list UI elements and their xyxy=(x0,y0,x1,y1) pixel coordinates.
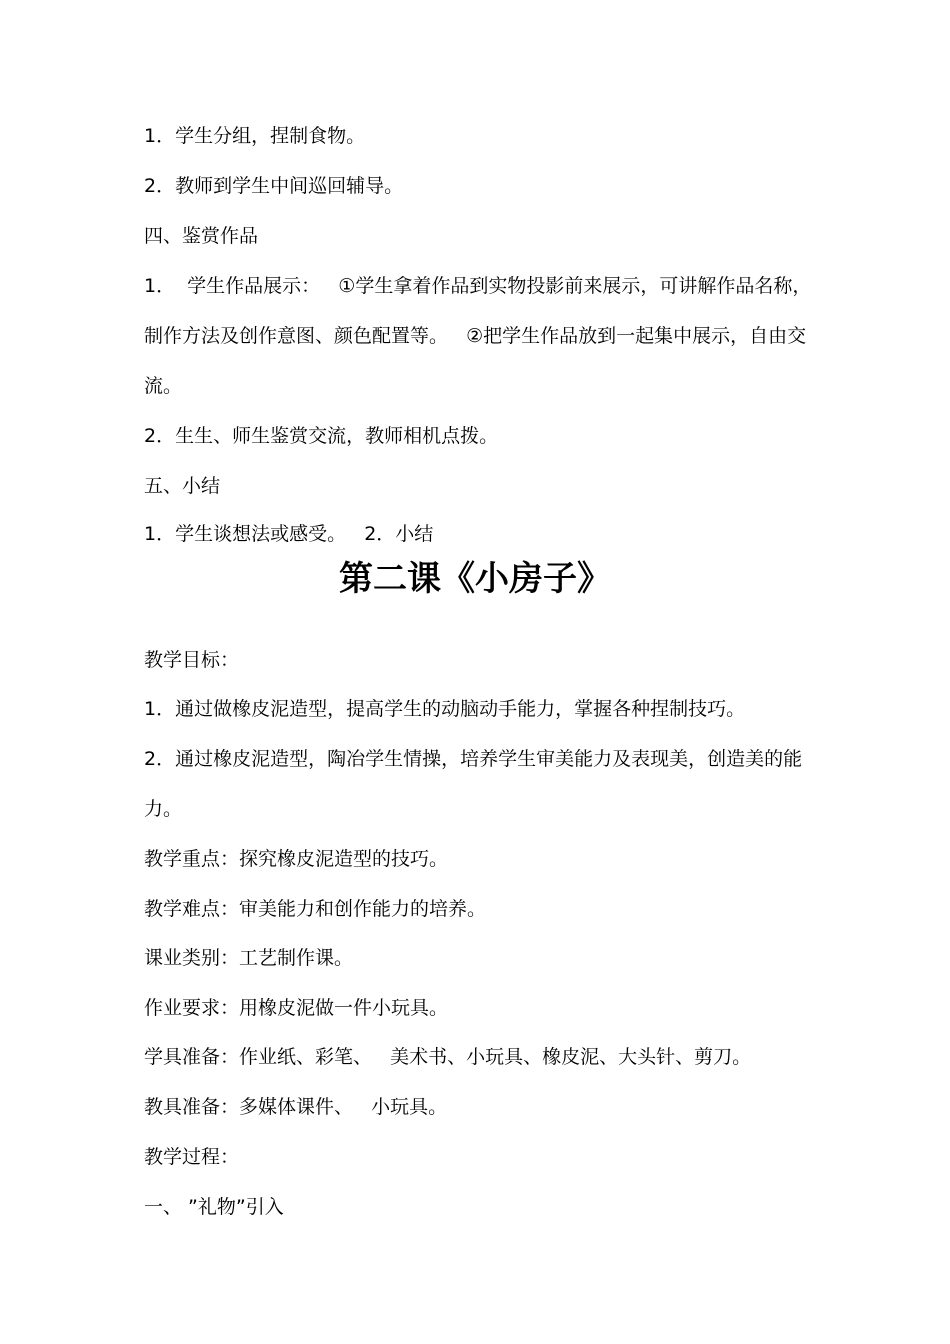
text-line: 教具准备：多媒体课件、 小玩具。 xyxy=(144,1096,448,1118)
lesson-title: 第二课《小房子》 xyxy=(339,559,611,599)
text-line: 教学重点：探究橡皮泥造型的技巧。 xyxy=(144,848,449,870)
text-line: 1．学生谈想法或感受。 2．小结 xyxy=(144,523,434,545)
text-line: 学具准备：作业纸、彩笔、 美术书、小玩具、橡皮泥、大头针、剪刀。 xyxy=(144,1046,752,1068)
text-line: 课业类别：工艺制作课。 xyxy=(144,947,354,969)
text-line: 2．通过橡皮泥造型，陶冶学生情操，培养学生审美能力及表现美，创造美的能 xyxy=(144,748,803,770)
text-line: 制作方法及创作意图、颜色配置等。 ②把学生作品放到一起集中展示，自由交 xyxy=(144,325,807,347)
section-heading: 五、小结 xyxy=(144,475,221,497)
text-line: 1．通过做橡皮泥造型，提高学生的动脑动手能力，掌握各种捏制技巧。 xyxy=(144,698,746,720)
text-line: 教学过程： xyxy=(144,1146,240,1168)
text-line: 力。 xyxy=(144,798,183,820)
text-line: 作业要求：用橡皮泥做一件小玩具。 xyxy=(144,997,449,1019)
section-heading: 一、 ”礼物”引入 xyxy=(144,1196,284,1218)
text-line: 1． 学生作品展示： ①学生拿着作品到实物投影前来展示，可讲解作品名称， xyxy=(144,275,812,297)
text-line: 2．生生、师生鉴赏交流，教师相机点拨。 xyxy=(144,425,499,447)
text-line: 教学目标： xyxy=(144,649,240,671)
text-line: 2．教师到学生中间巡回辅导。 xyxy=(144,175,404,197)
text-line: 教学难点：审美能力和创作能力的培养。 xyxy=(144,898,487,920)
section-heading: 四、鉴赏作品 xyxy=(144,225,259,247)
text-line: 流。 xyxy=(144,375,183,397)
text-line: 1．学生分组，捏制食物。 xyxy=(144,125,366,147)
